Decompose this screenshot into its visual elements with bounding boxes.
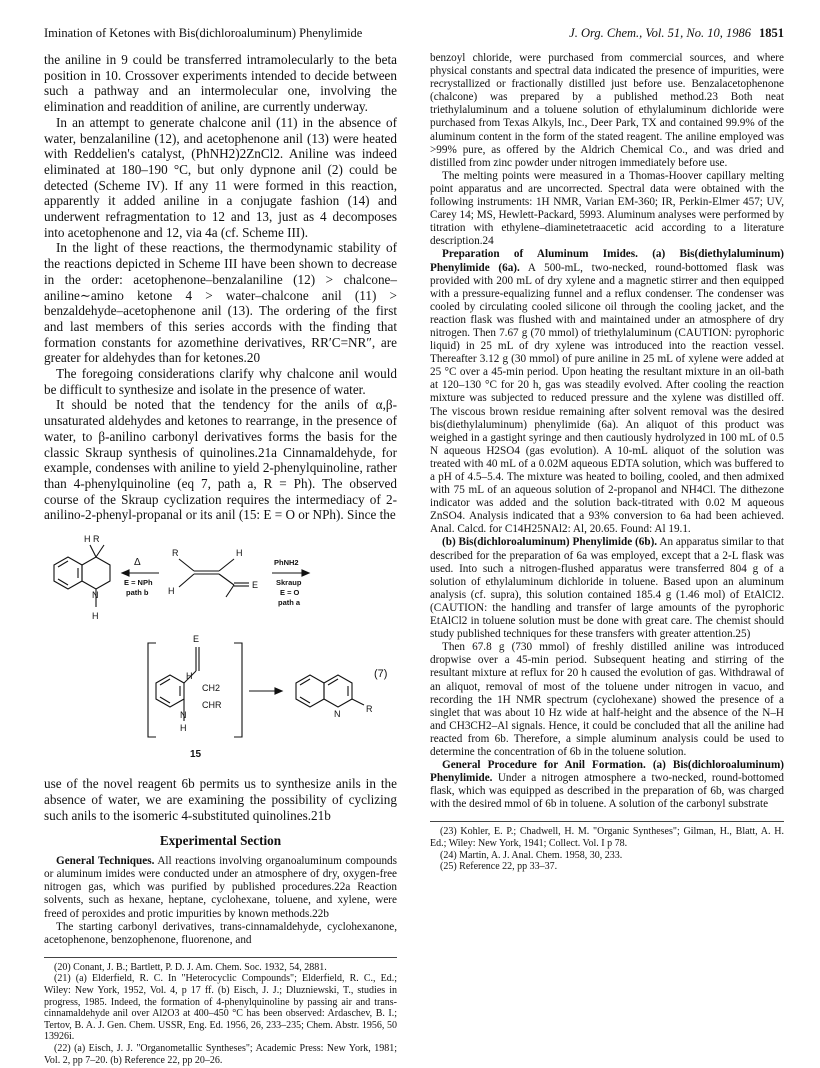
label-skraup: Skraup [276,578,302,588]
label-h-2: H [236,548,243,559]
right-paragraph-1: benzoyl chloride, were purchased from commercial sources, and where physical constants and spectral data indicated the presence of impurities, were recrystallized or fractionally distilled just before use. Benzalacetophenone (chalcone) was prepared by a published method.23 Both neat triethylaluminum and a toluene solution of ethylaluminum dichloride were purchased from Texas Alkyls, Inc., Deer Park, TX and contained 99.9% of the aluminum content in the form of the stated reagent. The aniline employed was >99% pure, as offered by the Aldrich Chemical Co., and was dried and distilled from zinc powder under nitrogen immediately before use. [430,52,784,169]
left-paragraph-6: use of the novel reagent 6b permits us to synthesize anils in the absence of water, we are examining the possibility of cyclizing such anils to the isomeric 4-substituted quinolines.21b [44,776,397,823]
cinnamaldehyde-structure [179,559,249,597]
running-title: Imination of Ketones with Bis(dichloroaluminum) Phenylimide [44,26,363,40]
label-e-nph: E = NPh [124,578,153,588]
label-delta: Δ [134,557,141,569]
journal-citation [569,26,784,41]
left-column [44,52,397,1066]
label-path-a: path a [278,598,301,608]
footnote-22: (22) (a) Eisch, J. J. "Organometallic Syntheses"; Academic Press: New York, 1981; Vol. 2, pp 7–20. (b) Reference 22, pp 20–26. [44,1043,397,1066]
page-number: 1851 [759,26,784,40]
right-column [430,52,784,873]
general-procedure-paragraph [430,759,784,811]
label-h-1: H [168,586,175,597]
label-ch2: CH2 [202,683,221,694]
footnote-25: (25) Reference 22, pp 33–37. [440,861,558,873]
general-techniques-heading: General Techniques. [56,855,155,868]
preparation-heading: Preparation of Aluminum Imides. (a) Bis(diethylaluminum) Phenylimide (6a). [430,248,784,274]
label-path-b: path b [126,588,149,598]
left-paragraph-3: In the light of these reactions, the thermodynamic stability of the reactions depicted in Scheme III have been shown to decrease in the order: acetophenone–benzalaniline (12) > chalcone–aniline∼amino ketone 4 > water–chalcone anil (11) > benzaldehyde–acetophenone anil (13). The ordering of the first and last members of this series accords with the finding that formation constants for azomethine derivatives, RR′C=NR″, are greater for aldehydes than for ketones.20 [44,240,397,366]
left-paragraph-5: It should be noted that the tendency for the anils of α,β-unsaturated aldehydes and ketones to rearrange, in the presence of water, to β-anilino carbonyl derivatives forms the basis for the classic Skraup synthesis of quinolines.21a Cinnamaldehyde, for example, condenses with aniline to yield 2-phenylquinoline, rather than 4-phenylquinoline (eq 7, path a, R = Ph). The observed course of the Skraup cyclization requires the intermediacy of 2-anilino-2-phenyl-propanal or its anil (15: E = O or NPh). Since the [44,397,397,523]
preparation-b-heading: (b) Bis(dichloroaluminum) Phenylimide (6b). [442,536,658,549]
footnote-21: (21) (a) Elderfield, R. C. In "Heterocyclic Compounds"; Elderfield, R. C., Ed.; Wiley: New York, 1952, Vol. 4, p 17 ff. (b) Eisch, J. J.; Dluzniewski, T., studies in progress, 1985. Indeed, the formation of 4-phenylquinoline by passing air and trans-cinnamaldehyde anil over Al2O3 at 400–450 °C has been observed: Ardaschev, B. I.; Tertov, B. A. J. Gen. Chem. USSR, Eng. Ed. 1956, 26, 233–235; Chem. Abstr. 1956, 50 13926i. [44,973,397,1043]
preparation-b-text: An apparatus similar to that described for the preparation of 6a was employed, except that a 2-L flask was used. Into such a nitrogen-flushed apparatus were transferred 804 g of a solution of ethylaluminum dichloride in toluene. Based upon an aluminum analysis (cf. supra), this solution contained 185.4 g (1.46 mol) of EtAlCl2. (CAUTION: the handling and transfer of large amounts of the pyrophoric EtAlCl2 in toluene solution must be done with great care. The chemist should study published techniques for these transfers with greater attention.25) [430,536,784,641]
footnote-23: (23) Kohler, E. P.; Chadwell, H. M. "Organic Syntheses"; Gilman, H., Blatt, A. H. Ed.; Wiley: New York, 1941; Collect. Vol. I p 78. [430,826,784,850]
left-paragraph-2: In an attempt to generate chalcone anil (11) in the absence of water, benzalaniline (12), and acetophenone anil (13) were heated with Reddelien's catalyst, (PhNH2)2ZnCl2. Aniline was indeed eliminated at 180–190 °C, but only dypnone anil (2) could be detected (Scheme IV). If any 11 were formed in this reaction, apparently it added aniline in a conjugate fashion (14) and underwent refragmentation to 12 and 13, just as 4 decomposes into acetophenone and 12, via 4a (cf. Scheme III). [44,114,397,240]
left-paragraph-4: The foregoing considerations clarify why chalcone anil would be difficult to synthesize and isolate in the presence of water. [44,366,397,397]
skraup-scheme-figure [44,525,397,770]
footnote-20: (20) Conant, J. B.; Bartlett, P. D. J. Am. Chem. Soc. 1932, 54, 2881. [54,961,327,973]
compound-number-15: 15 [190,749,202,761]
right-paragraph-2: The melting points were measured in a Thomas-Hoover capillary melting point apparatus and are uncorrected. Spectral data were obtained with the following instruments: 1H NMR, Varian EM-360; IR, Perkin-Elmer 457; UV, Carey 14; MS, Hewlett-Packard, 5993. Aluminum analyses were performed by titration with ethylene–diaminetetraacetic acid according to a literature description.24 [430,169,784,248]
label-r-quinoline: R [366,704,373,715]
general-techniques-paragraph [44,855,397,920]
label-n-15: N [180,710,187,721]
footnote-24: (24) Martin, A. J. Anal. Chem. 1958, 30, 233. [440,849,623,861]
footnote-divider-right [430,821,784,822]
label-e: E [252,580,259,591]
label-e-15: E [193,634,200,645]
general-techniques-text: All reactions involving organoaluminum compounds or aluminum imides were conducted under an atmosphere of dry, oxygen-free nitrogen gas, which was purified by published procedures.22a Reaction solvents, such as hexane, heptane, cyclohexane, toluene, and xylene, were freed of peroxides and protic impurities by known methods.22b [44,855,397,920]
label-h-15: H [186,671,193,682]
preparation-text: A 500-mL, two-necked, round-bottomed flask was provided with 200 mL of dry xylene and a magnetic stirrer and then equipped with a pressure-equalizing funnel and a reflux condenser. The condenser was cooled by circulating cooled silicone oil through the cooling jacket, and the reaction flask was flushed with and maintained under an atmosphere of dry nitrogen. Then 7.67 g (70 mmol) of triethylaluminum (CAUTION: pyrophoric liquid) in 25 mL of dry xylene was introduced into the reaction vessel. Thereafter 3.12 g (30 mmol) of pure aniline in 25 mL of xylene were added at 25 °C over a 45-min period. Upon heating the resultant mixture in an oil-bath at 120–130 °C for 20 h, gas was steadily evolved. After cooling the reaction mixture was subjected to reduced pressure and the xylene was distilled off. The viscous brown residue remaining after solvent removal was the desired bis(diethylaluminum) phenylimide (6a). An aliquot of this product was weighed in a gastight syringe and then cautiously hydrolyzed in 100 mL of 0.5 N aqueous H2SO4 (gas evolution). A 10-mL aliquot of the solution was treated with 40 mL of a 0.02M aqueous EDTA solution, which was buffered to a pH of 4.5–5.4. The mixture was heated to boiling, cooled, and then admixed with 75 mL of an aqueous solution of 2-propanol and NH4Cl. The dithezone indicator was added and the solution back-titrated with 0.02 M aqueous ZnSO4. Analysis indicated that a 93% conversion to 6a had been achieved. Anal. Calcd. for C14H25NAl2: Al, 20.65. Found: Al 19.1. [430,261,784,536]
general-procedure-text: Under a nitrogen atmosphere a two-necked, round-bottomed flask, which was equipped as described in the preparation of 6b, was charged with the desired mmol of 6b in toluene. A solution of the carbonyl substrate [430,772,784,811]
label-h-nh-15: H [180,723,187,734]
preparation-b-paragraph [430,536,784,641]
label-r: R [172,548,179,559]
footnote-divider [44,957,397,958]
label-n-quinoline: N [334,709,341,720]
label-e-o: E = O [280,588,300,598]
label-h-r-top: H R [84,534,100,545]
label-phnh2: PhNH2 [274,558,299,568]
section-title: Experimental Section [159,833,282,849]
left-paragraph-1: the aniline in 9 could be transferred intramolecularly to the beta position in 10. Crossover experiments intended to decide between such a pathway and an intermolecular one, involving the elimination and readdition of aniline, are currently underway. [44,52,397,115]
dihydroquinoline-structure [54,545,110,607]
general-procedure-heading: General Procedure for Anil Formation. (a) Bis(dichloroaluminum) Phenylimide. [430,759,784,785]
label-h-nh: H [92,611,99,622]
intermediate-15-structure [148,643,242,737]
right-paragraph-3: Then 67.8 g (730 mmol) of freshly distilled aniline was introduced dropwise over a 45-min period. Subsequent heating and stirring of the resultant mixture at reflux for 20 h caused the evolution of gas. Withdrawal of an aliquot, removal of most of the toluene under nitrogen in vacuo, and recording the 1H NMR spectrum (cyclohexane) showed the presence of a singlet that was about 10 Hz wide at half-height and the absence of the N–H and CH3CH2–Al signals. Hence, it could be concluded that all the aniline had reacted from 6b. Therefore, a simple aluminum analysis could be used to determine the concentration of 6b in the toluene solution. [430,641,784,758]
preparation-paragraph [430,248,784,536]
quinoline-structure [296,675,364,707]
label-chr: CHR [202,700,222,711]
scheme-drawing [44,525,397,770]
starting-materials-paragraph: The starting carbonyl derivatives, trans-cinnamaldehyde, cyclohexanone, acetophenone, benzophenone, fluorenone, and [44,920,397,946]
label-n-ring: N [92,590,99,601]
equation-number: (7) [374,668,388,681]
journal-name: J. Org. Chem., Vol. 51, No. 10, 1986 [569,26,751,40]
running-header [44,26,784,42]
